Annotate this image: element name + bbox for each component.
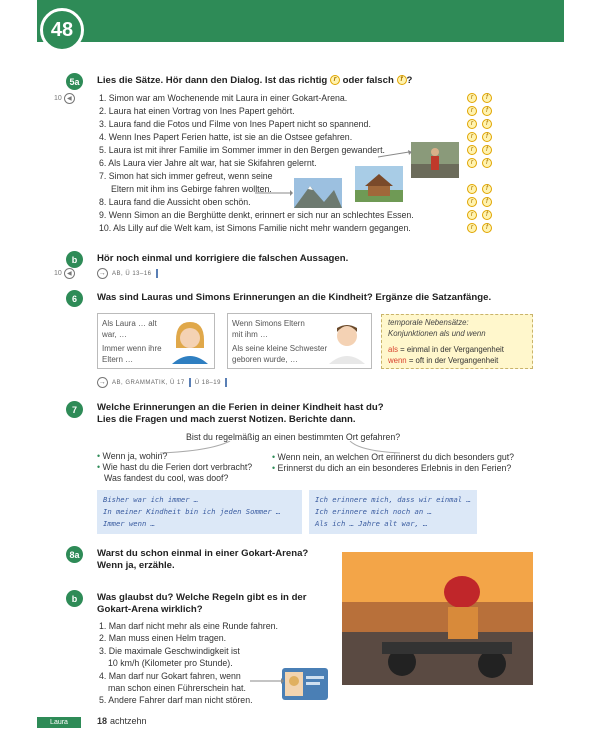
page-number-badge: 48: [40, 8, 84, 52]
r-option[interactable]: r: [467, 132, 477, 142]
r-option[interactable]: r: [467, 197, 477, 207]
list-item: 10 km/h (Kilometer pro Stunde).: [108, 658, 233, 669]
simon-speech-box: Wenn Simons Eltern mit ihm … Als seine kleine Schwester geboren wurde, …: [227, 313, 372, 369]
f-option[interactable]: f: [482, 223, 492, 233]
f-option[interactable]: f: [482, 210, 492, 220]
r-option[interactable]: r: [467, 93, 477, 103]
f-option[interactable]: f: [482, 197, 492, 207]
list-item: 5. Laura ist mit ihrer Familie im Sommer immer in den Bergen gewandert.: [99, 145, 386, 155]
workbook-ref-6[interactable]: → AB, GRAMMATIK, Ü 17 Ü 18–19: [97, 377, 227, 388]
arrow-right-icon: →: [98, 379, 107, 386]
note-box-right: Ich erinnere mich, dass wir einmal … Ich erinnere mich noch an … Als ich … Jahre alt war, …: [309, 490, 477, 534]
wenn-highlight: wenn: [388, 355, 407, 365]
list-item: Eltern mit ihm ins Gebirge fahren wollten.: [111, 184, 272, 194]
task-5b-title: Hör noch einmal und korrigiere die falschen Aussagen.: [97, 253, 349, 264]
r-option[interactable]: r: [467, 210, 477, 220]
task-badge-7: 7: [66, 401, 83, 418]
list-item: 3. Laura fand die Fotos und Filme von Ines Papert nicht so spannend.: [99, 119, 371, 129]
f-icon: f: [397, 75, 407, 85]
rf-choice-1[interactable]: [467, 93, 492, 103]
r-icon: r: [330, 75, 340, 85]
task-badge-8b: b: [66, 590, 83, 607]
footer-page-number: 18 achtzehn: [97, 716, 147, 726]
f-option[interactable]: f: [482, 119, 492, 129]
f-option[interactable]: f: [482, 93, 492, 103]
task-5a-title: Lies die Sätze. Hör dann den Dialog. Ist das richtig r oder falsch f ?: [97, 75, 413, 86]
simon-portrait: [327, 318, 367, 364]
hiker-photo: [411, 142, 459, 178]
r-option[interactable]: r: [467, 119, 477, 129]
question-top: Bist du regelmäßig an einen bestimmten Ort gefahren?: [186, 432, 401, 442]
f-option[interactable]: f: [482, 106, 492, 116]
r-option[interactable]: r: [467, 158, 477, 168]
audio-track-5a[interactable]: 10 ◀: [54, 93, 75, 104]
mountain-photo: [294, 178, 342, 208]
list-item: 5. Andere Fahrer darf man nicht stören.: [99, 695, 253, 706]
gokart-photo: [342, 552, 533, 685]
f-option[interactable]: f: [482, 184, 492, 194]
statement-list-5a: [99, 92, 414, 235]
rf-choice-7[interactable]: [467, 184, 492, 194]
arrow-to-mountain-photo: [255, 190, 293, 196]
task-8a-title: Warst du schon einmal in einer Gokart-Arena? Wenn ja, erzähle.: [97, 548, 309, 571]
rf-choice-9[interactable]: [467, 210, 492, 220]
als-highlight: als: [388, 345, 398, 354]
arrow-to-hiker-photo: [378, 150, 412, 158]
ref-bar: [189, 378, 191, 387]
laura-portrait: [170, 318, 210, 364]
list-item: 10. Als Lilly auf die Welt kam, ist Simons Familie nicht mehr wandern gegangen.: [99, 223, 411, 233]
task-badge-5a: 5a: [66, 73, 83, 90]
laura-speech-box: Als Laura … alt war, … Immer wenn ihre Eltern …: [97, 313, 215, 369]
task-8b-title: Was glaubst du? Welche Regeln gibt es in der Gokart-Arena wirklich?: [97, 592, 307, 615]
question-left-group: • Wenn ja, wohin? • Wie hast du die Ferien dort verbracht? Was fandest du cool, was doof?: [97, 451, 253, 483]
rules-list-8b: [99, 620, 278, 707]
task-badge-6: 6: [66, 290, 83, 307]
list-item: 2. Laura hat einen Vortrag von Ines Papert gehört.: [99, 106, 295, 116]
grammar-box: temporale Nebensätze: Konjunktionen als und wenn als = einmal in der Vergangenheit wenn = oft in der Vergangenheit: [381, 314, 533, 369]
list-item: 4. Man darf nur Gokart fahren, wenn: [99, 670, 241, 681]
rf-choice-5[interactable]: [467, 145, 492, 155]
audio-track-5b[interactable]: 10 ◀: [54, 268, 75, 279]
f-option[interactable]: f: [482, 158, 492, 168]
list-item: 4. Wenn Ines Papert Ferien hatte, ist sie an die Ostsee gefahren.: [99, 132, 353, 142]
ref-bar: [156, 269, 158, 278]
list-item: man schon einen Führerschein hat.: [108, 683, 246, 694]
r-option[interactable]: r: [467, 184, 477, 194]
list-item: 9. Wenn Simon an die Berghütte denkt, erinnert er sich nur an schlechtes Essen.: [99, 210, 414, 220]
f-option[interactable]: f: [482, 145, 492, 155]
arrow-right-icon: →: [98, 270, 107, 277]
note-box-left: Bisher war ich immer … In meiner Kindheit bin ich jeden Sommer … Immer wenn …: [97, 490, 302, 534]
rf-choice-4[interactable]: [467, 132, 492, 142]
list-item: 1. Simon war am Wochenende mit Laura in einer Gokart-Arena.: [99, 93, 348, 103]
top-header-bar: [37, 0, 564, 42]
speaker-icon: ◀: [64, 93, 75, 104]
list-item: 3. Die maximale Geschwindigkeit ist: [99, 645, 240, 656]
rf-choice-6[interactable]: [467, 158, 492, 168]
speaker-icon: ◀: [64, 268, 75, 279]
f-option[interactable]: f: [482, 132, 492, 142]
id-card-photo: [282, 668, 328, 700]
arrow-to-id-card: [250, 677, 284, 685]
rf-choice-8[interactable]: [467, 197, 492, 207]
r-option[interactable]: r: [467, 223, 477, 233]
ref-bar: [225, 378, 227, 387]
footer-chapter-tab: Laura: [37, 717, 81, 728]
rf-choice-2[interactable]: [467, 106, 492, 116]
r-option[interactable]: r: [467, 145, 477, 155]
task-7-title: Welche Erinnerungen an die Ferien in deiner Kindheit hast du? Lies die Fragen und mach zuerst Notizen. Berichte dann.: [97, 402, 384, 425]
mountain-hut-photo: [355, 166, 403, 202]
list-item: 1. Man darf nicht mehr als eine Runde fahren.: [99, 621, 278, 631]
list-item: 6. Als Laura vier Jahre alt war, hat sie Skifahren gelernt.: [99, 158, 317, 168]
list-item: 8. Laura fand die Aussicht oben schön.: [99, 197, 251, 207]
workbook-ref-5b[interactable]: → AB, Ü 13–16: [97, 268, 158, 279]
question-right-group: • Wenn nein, an welchen Ort erinnerst du dich besonders gut? • Erinnerst du dich an ein besonderes Erlebnis in den Ferien?: [272, 452, 515, 473]
r-option[interactable]: r: [467, 106, 477, 116]
rf-choice-3[interactable]: [467, 119, 492, 129]
task-badge-8a: 8a: [66, 546, 83, 563]
task-badge-5b: b: [66, 251, 83, 268]
task-6-title: Was sind Lauras und Simons Erinnerungen an die Kindheit? Ergänze die Satzanfänge.: [97, 292, 492, 303]
list-item: 2. Man muss einen Helm tragen.: [99, 633, 227, 644]
list-item: 7. Simon hat sich immer gefreut, wenn seine: [99, 171, 273, 181]
rf-choice-10[interactable]: [467, 223, 492, 233]
